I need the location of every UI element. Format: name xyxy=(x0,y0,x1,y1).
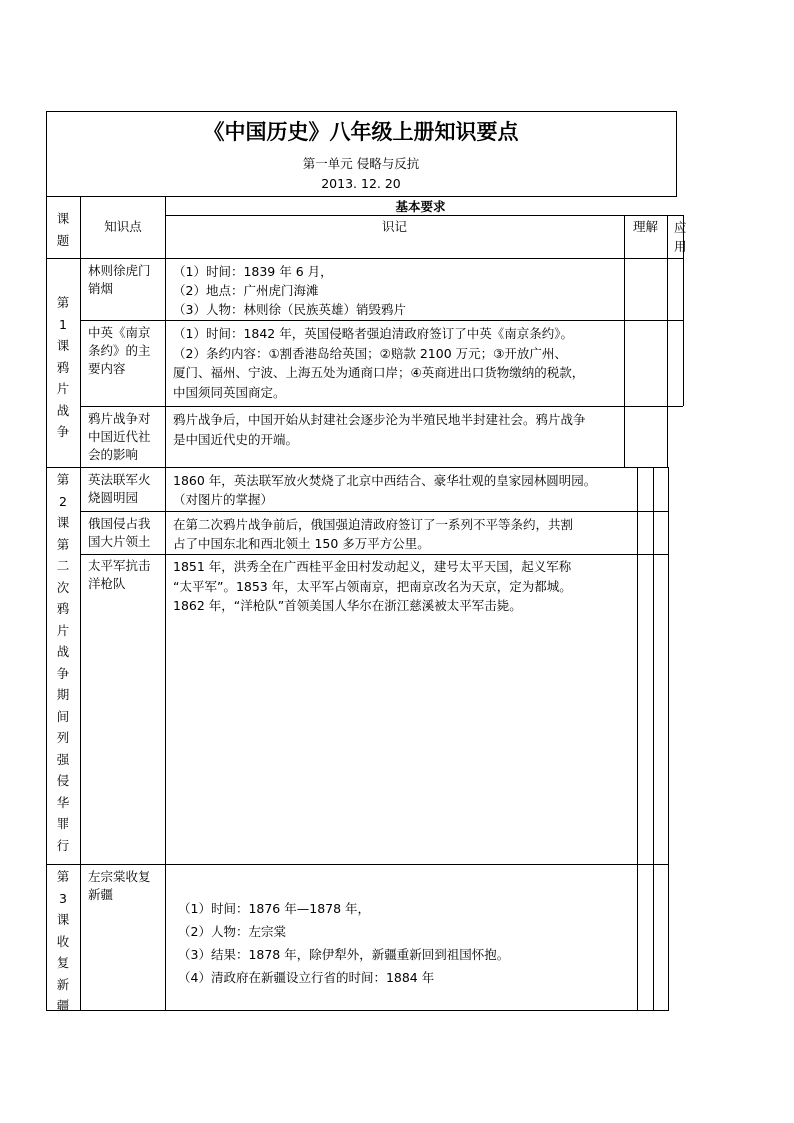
lesson-3-point-1-name xyxy=(88,868,151,904)
lesson-1-point-2-content xyxy=(173,324,584,402)
header-basic-requirements: 基本要求 xyxy=(395,199,446,214)
content-line: （3）人物：林则徐（民族英雄）销毁鸦片 xyxy=(173,302,406,317)
lesson-1-point-3-content xyxy=(173,410,586,449)
lesson-2-point-1-content xyxy=(173,471,596,509)
unit-title: 第一单元 侵略与反抗 xyxy=(302,156,420,171)
header-lesson-char-2: 题 xyxy=(56,232,70,248)
document-title: 《中国历史》八年级上册知识要点 xyxy=(203,120,519,144)
content-line: （1）时间：1839 年 6 月， xyxy=(173,264,333,279)
name-line: 要内容 xyxy=(88,361,126,376)
name-line: 烧圆明园 xyxy=(88,490,139,505)
content-line: （1）时间：1876 年—1878 年， xyxy=(178,901,371,916)
content-line: 是中国近代史的开端。 xyxy=(173,431,299,447)
name-line: 英法联军火 xyxy=(88,472,151,487)
document-date: 2013. 12. 20 xyxy=(321,176,401,191)
content-line: 1851 年，洪秀全在广西桂平金田村发动起义，建号太平天国，起义军称 xyxy=(173,559,572,574)
lesson-2-point-2-content xyxy=(173,515,573,553)
content-line: 厦门、福州、宁波、上海五处为通商口岸；④英商进出口货物缴纳的税款， xyxy=(173,365,585,380)
lesson-1-point-1-name xyxy=(88,262,151,298)
lesson-2-point-2-name xyxy=(88,515,151,551)
name-line: 会的影响 xyxy=(88,447,139,462)
name-line: 林则徐虎门 xyxy=(88,263,151,278)
header-apply-char-1: 应 xyxy=(674,220,687,235)
content-line: 占了中国东北和西北领土 150 多万平方公里。 xyxy=(173,536,430,551)
lesson-2-title: 第2课第二次鸦片战争期间列强侵华罪行 xyxy=(56,472,70,853)
content-line: “太平军”。1853 年，太平军占领南京，把南京改名为天京，定为都城。 xyxy=(173,578,572,594)
name-line: 鸦片战争对 xyxy=(88,411,151,426)
lesson-2-point-3-content xyxy=(173,557,572,616)
lesson-1-point-3-name xyxy=(88,410,151,464)
header-understand: 理解 xyxy=(632,219,658,234)
content-line: （2）人物：左宗棠 xyxy=(178,924,286,939)
content-line: 中国须同英国商定。 xyxy=(173,384,286,400)
content-line: 在第二次鸦片战争前后，俄国强迫清政府签订了一系列不平等条约，共割 xyxy=(173,517,574,532)
content-line: （4）清政府在新疆设立行省的时间：1884 年 xyxy=(178,970,435,985)
header-apply-char-2: 用 xyxy=(674,239,687,254)
lesson-3-title: 第3课收复新疆 xyxy=(56,869,70,1013)
name-line: 俄国侵占我 xyxy=(88,516,151,531)
header-knowledge-point: 知识点 xyxy=(104,219,142,234)
name-line: 条约》的主 xyxy=(88,343,151,358)
lesson-3-point-1-content xyxy=(178,897,509,989)
content-line: 鸦片战争后，中国开始从封建社会逐步沦为半殖民地半封建社会。鸦片战争 xyxy=(173,412,586,427)
name-line: 新疆 xyxy=(88,887,114,902)
lesson-2-point-1-name xyxy=(88,471,151,507)
content-line: 1862 年，“洋枪队”首领美国人华尔在浙江慈溪被太平军击毙。 xyxy=(173,598,522,613)
lesson-1-point-2-name xyxy=(88,324,151,378)
lesson-2-point-3-name xyxy=(88,557,151,593)
name-line: 销烟 xyxy=(88,281,114,296)
content-line: （3）结果：1878 年，除伊犁外，新疆重新回到祖国怀抱。 xyxy=(178,947,510,962)
content-line: （2）条约内容：①割香港岛给英国；②赔款 2100 万元；③开放广州、 xyxy=(173,345,567,361)
content-line: （1）时间：1842 年，英国侵略者强迫清政府签订了中英《南京条约》。 xyxy=(173,326,573,341)
name-line: 中国近代社 xyxy=(88,429,151,444)
header-lesson-char-1: 课 xyxy=(56,211,70,226)
header-recognize: 识记 xyxy=(381,219,407,234)
content-line: （对图片的掌握） xyxy=(173,492,274,507)
name-line: 洋枪队 xyxy=(88,576,126,591)
name-line: 中英《南京 xyxy=(88,325,151,340)
header-lesson xyxy=(54,208,72,251)
lesson-1-title: 第1课鸦片战争 xyxy=(56,295,70,439)
content-line: （2）地点：广州虎门海滩 xyxy=(173,283,319,298)
name-line: 左宗棠收复 xyxy=(88,869,151,884)
lesson-1-point-1-content xyxy=(173,262,406,319)
name-line: 国大片领土 xyxy=(88,534,151,549)
name-line: 太平军抗击 xyxy=(88,558,151,573)
header-apply xyxy=(674,218,687,256)
content-line: 1860 年，英法联军放火焚烧了北京中西结合、豪华壮观的皇家园林圆明园。 xyxy=(173,473,597,488)
